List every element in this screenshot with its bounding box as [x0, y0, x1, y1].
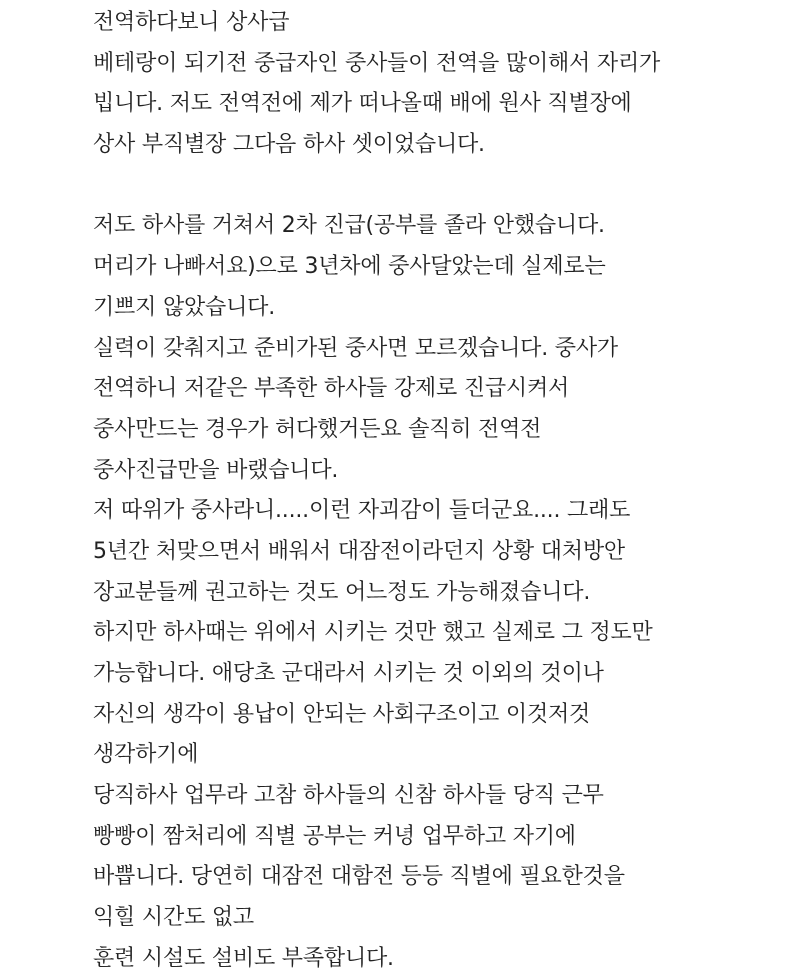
text-line: 익힐 시간도 없고	[93, 905, 254, 931]
document-body	[93, 3, 793, 980]
text-line: 빕니다. 저도 전역전에 제가 떠나올때 배에 원사 직별장에	[93, 91, 632, 117]
text-line: 5년간 처맞으면서 배워서 대잠전이라던지 상황 대처방안	[93, 538, 625, 564]
text-line: 하지만 하사때는 위에서 시키는 것만 했고 실제로 그 정도만	[93, 620, 653, 646]
text-line: 생각하기에	[93, 742, 199, 768]
text-line: 장교분들께 권고하는 것도 어느정도 가능해졌습니다.	[93, 579, 591, 605]
text-line: 바쁩니다. 당연히 대잠전 대함전 등등 직별에 필요한것을	[93, 864, 625, 890]
text-line: 중사만드는 경우가 허다했거든요 솔직히 전역전	[93, 416, 542, 442]
text-line: 실력이 갖춰지고 준비가된 중사면 모르겠습니다. 중사가	[93, 335, 618, 361]
text-line: 상사 부직별장 그다음 하사 셋이었습니다.	[93, 132, 485, 158]
text-line: 자신의 생각이 용납이 안되는 사회구조이고 이것저것	[93, 701, 591, 727]
text-line: 전역하다보니 상사급	[93, 10, 290, 35]
text-line: 빵빵이 짬처리에 직별 공부는 커녕 업무하고 자기에	[93, 823, 576, 849]
text-line: 가능합니다. 애당초 군대라서 시키는 것 이외의 것이나	[93, 661, 604, 686]
blank-line	[93, 166, 793, 207]
text-line: 기쁘지 않았습니다.	[93, 294, 276, 320]
text-line: 전역하니 저같은 부족한 하사들 강제로 진급시켜서	[93, 376, 570, 402]
text-line: 머리가 나빠서요)으로 3년차에 중사달았는데 실제로는	[93, 254, 606, 280]
text-line: 당직하사 업무라 고참 하사들의 신참 하사들 당직 근무	[93, 783, 604, 809]
text-line: 베테랑이 되기전 중급자인 중사들이 전역을 많이해서 자리가	[93, 50, 661, 76]
text-line: 훈련 시설도 설비도 부족합니다.	[93, 945, 394, 971]
text-line: 저 따위가 중사라니.....이런 자괴감이 들더군요.... 그래도	[93, 498, 631, 524]
text-line: 중사진급만을 바랬습니다.	[93, 457, 339, 483]
text-line: 저도 하사를 거쳐서 2차 진급(공부를 졸라 안했습니다.	[93, 213, 605, 239]
